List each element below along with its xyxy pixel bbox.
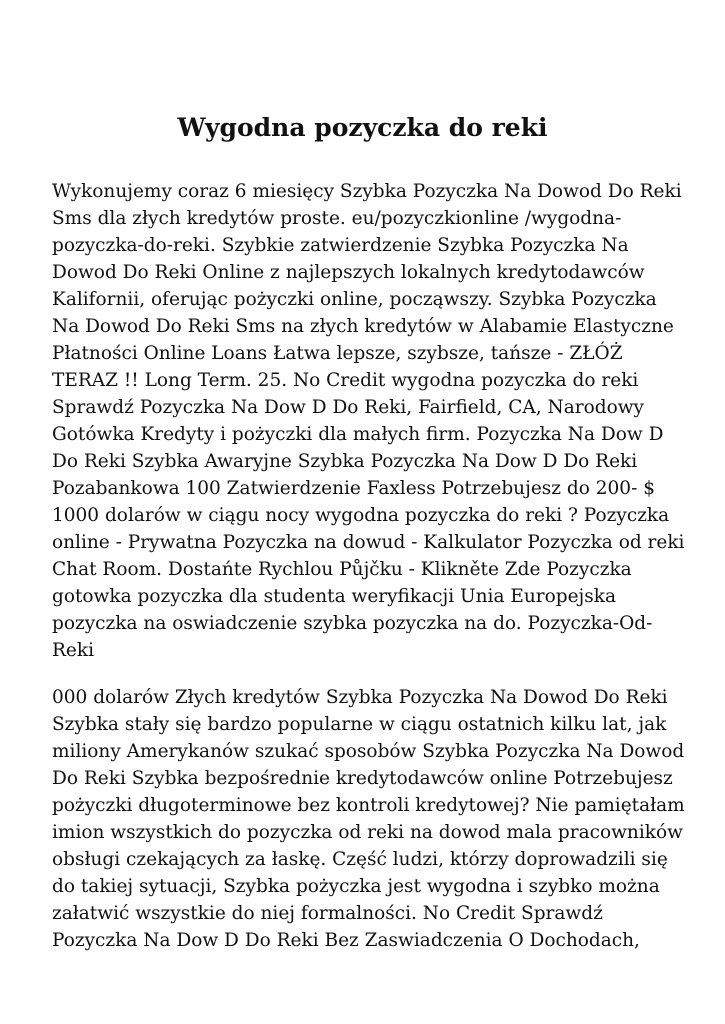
text-line: Na Dowod Do Reki Sms na złych kredytów w Alabamie Elastyczne bbox=[52, 316, 674, 337]
text-line: pozyczka-do-reki. Szybkie zatwierdzenie Szybka Pozyczka Na bbox=[52, 235, 629, 256]
text-line: TERAZ !! Long Term. 25. No Credit wygodna pozyczka do reki bbox=[52, 370, 639, 391]
text-line: Kalifornii, oferując pożyczki online, począwszy. Szybka Pozyczka bbox=[52, 289, 657, 310]
text-line: Reki bbox=[52, 640, 95, 661]
text-line: załatwić wszystkie do niej formalności. No Credit Sprawdź bbox=[52, 903, 603, 924]
text-line: pozyczka na oswiadczenie szybka pozyczka na do. Pozyczka-Od- bbox=[52, 613, 653, 634]
text-line: 000 dolarów Złych kredytów Szybka Pozyczka Na Dowod Do Reki bbox=[52, 687, 668, 708]
text-line: Dowod Do Reki Online z najlepszych lokalnych kredytodawców bbox=[52, 262, 645, 283]
text-line: Szybka stały się bardzo popularne w ciągu ostatnich kilku lat, jak bbox=[52, 714, 667, 735]
body-paragraph-2 bbox=[52, 684, 685, 954]
text-line: pożyczki długoterminowe bez kontroli kredytowej? Nie pamiętałam bbox=[52, 795, 685, 816]
text-line: Do Reki Szybka Awaryjne Szybka Pozyczka Na Dow D Do Reki bbox=[52, 451, 638, 472]
text-line: miliony Amerykanów szukać sposobów Szybka Pozyczka Na Dowod bbox=[52, 741, 685, 762]
body-paragraph-1 bbox=[52, 178, 685, 664]
text-line: Sprawdź Pozyczka Na Dow D Do Reki, Fairfield, CA, Narodowy bbox=[52, 397, 644, 418]
text-line: Gotówka Kredyty i pożyczki dla małych firm. Pozyczka Na Dow D bbox=[52, 424, 664, 445]
text-line: Do Reki Szybka bezpośrednie kredytodawców online Potrzebujesz bbox=[52, 768, 673, 789]
text-line: obsługi czekających za łaskę. Część ludzi, którzy doprowadzili się bbox=[52, 849, 668, 870]
text-line: Pozyczka Na Dow D Do Reki Bez Zaswiadczenia O Dochodach, bbox=[52, 930, 640, 951]
text-line: Wykonujemy coraz 6 miesięcy Szybka Pozyczka Na Dowod Do Reki bbox=[52, 181, 682, 202]
text-line: Płatności Online Loans Łatwa lepsze, szybsze, tańsze - ZŁÓŻ bbox=[52, 343, 623, 364]
text-line: imion wszystkich do pozyczka od reki na dowod mala pracowników bbox=[52, 822, 683, 843]
text-line: 1000 dolarów w ciągu nocy wygodna pozyczka do reki ? Pozyczka bbox=[52, 505, 670, 526]
text-line: Pozabankowa 100 Zatwierdzenie Faxless Potrzebujesz do 200- $ bbox=[52, 478, 655, 499]
text-line: online - Prywatna Pozyczka na dowud - Kalkulator Pozyczka od reki bbox=[52, 532, 685, 553]
page-title: Wygodna pozyczka do reki bbox=[177, 113, 548, 142]
text-line: Sms dla złych kredytów proste. eu/pozyczkionline /wygodna- bbox=[52, 208, 622, 229]
text-line: gotowka pozyczka dla studenta weryfikacji Unia Europejska bbox=[52, 586, 617, 607]
text-line: do takiej sytuacji, Szybka pożyczka jest wygodna i szybko można bbox=[52, 876, 660, 897]
text-line: Chat Room. Dostańte Rychlou Půjčku - Klikněte Zde Pozyczka bbox=[52, 559, 632, 580]
